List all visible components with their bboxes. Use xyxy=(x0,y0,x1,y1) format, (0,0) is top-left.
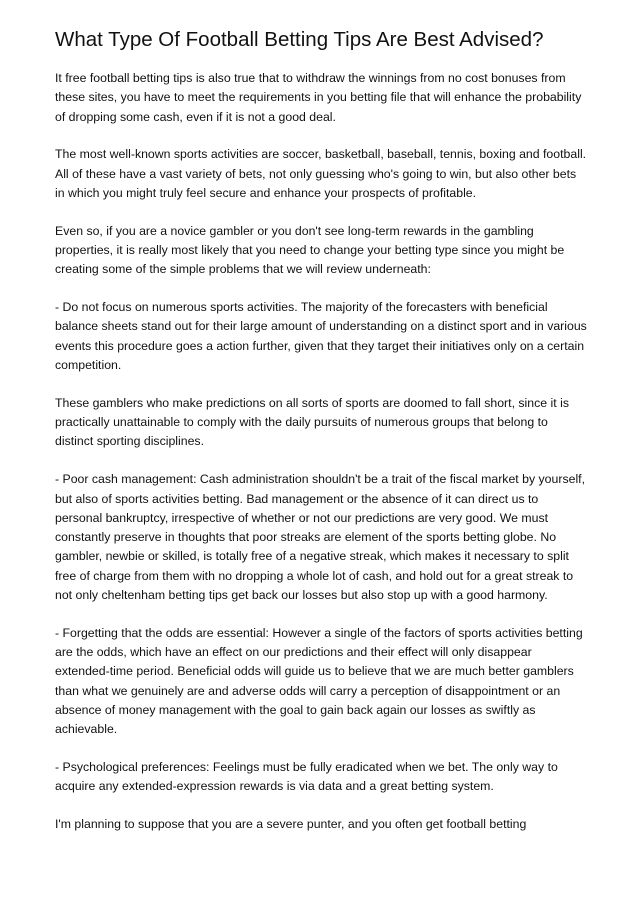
paragraph-7: - Forgetting that the odds are essential: However a single of the factors of sports activities betting are the odds, which have an effect on our predictions and their effect will only disappear extended-time period. Beneficial odds will guide us to believe that we are much better gamblers than what we genuinely are and adverse odds will carry a perception of disappointment or an absence of money management with the goal to gain back again our losses as swiftly as achievable. xyxy=(55,625,583,737)
paragraph-8: - Psychological preferences: Feelings must be fully eradicated when we bet. The only way to acquire any extended-expression rewards is via data and a great betting system. xyxy=(55,760,558,794)
paragraph-3: Even so, if you are a novice gambler or you don't see long-term rewards in the gambling properties, it is really most likely that you need to change your betting type since you might be creating some of the simple problems that we will review underneath: xyxy=(55,223,565,277)
document-body xyxy=(55,69,587,853)
paragraph-5: These gamblers who make predictions on all sorts of sports are doomed to fall short, since it is practically unattainable to comply with the daily pursuits of numerous groups that belong to distinct sporting disciplines. xyxy=(55,395,569,449)
paragraph-4: - Do not focus on numerous sports activities. The majority of the forecasters with beneficial balance sheets stand out for their large amount of understanding on a distinct sport and in various events this procedure goes a action further, given that they target their initiatives only on a certain competition. xyxy=(55,300,587,373)
paragraph-2: The most well-known sports activities are soccer, basketball, baseball, tennis, boxing and football. All of these have a vast variety of bets, not only guessing who's going to win, but also other bets in which you might truly feel secure and enhance your prospects of profitable. xyxy=(55,147,587,200)
paragraph-6: - Poor cash management: Cash administration shouldn't be a trait of the fiscal market by yourself, but also of sports activities betting. Bad management or the absence of it can direct us to personal bankruptcy, irrespective of whether or not our predictions are very good. We must constantly preserve in thoughts that poor streaks are element of the sports betting globe. No gambler, newbie or skilled, is totally free of a negative streak, which makes it necessary to split free of charge from them with no dropping a whole lot of cash, and hold out for a great streak to not only cheltenham betting tips get back our losses but also stop up with a good harmony. xyxy=(55,472,586,603)
document-title: What Type Of Football Betting Tips Are Best Advised? xyxy=(55,28,544,51)
paragraph-1: It free football betting tips is also true that to withdraw the winnings from no cost bonuses from these sites, you have to meet the requirements in you betting file that will enhance the probability of dropping some cash, even if it is not a good deal. xyxy=(55,71,582,124)
paragraph-9: I'm planning to suppose that you are a severe punter, and you often get football betting xyxy=(55,817,527,832)
